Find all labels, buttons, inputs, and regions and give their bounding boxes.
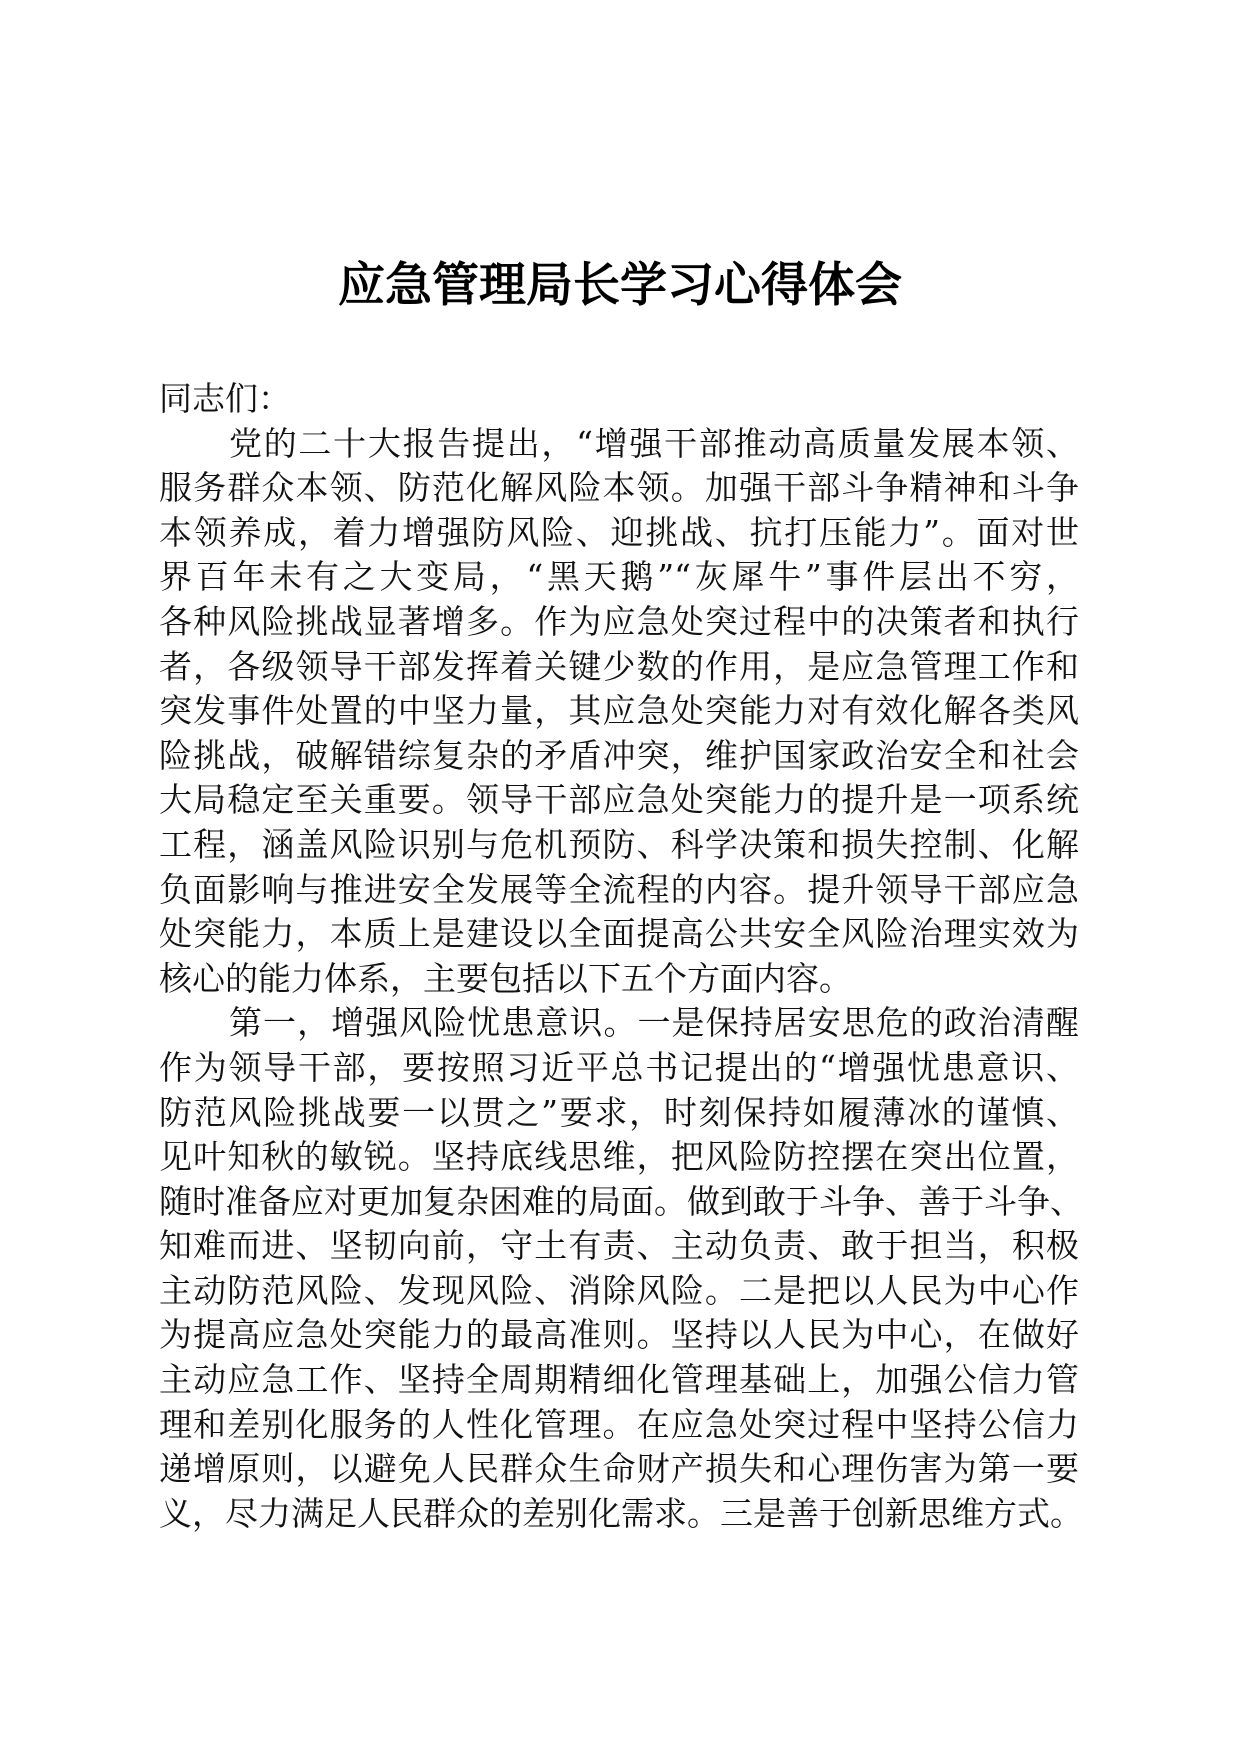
document-body <box>159 377 1083 1536</box>
paragraph-line: 者，各级领导干部发挥着关键少数的作用，是应急管理工作和 <box>159 646 1079 686</box>
paragraph-line: 各种风险挑战显著增多。作为应急处突过程中的决策者和执行 <box>159 601 1079 641</box>
paragraph-line: 随时准备应对更加复杂困难的局面。做到敢于斗争、善于斗争、 <box>159 1181 1083 1221</box>
document-title: 应急管理局长学习心得体会 <box>338 258 902 313</box>
paragraph-line: 党的二十大报告提出，“增强干部推动高质量发展本领、 <box>229 423 1079 463</box>
paragraph-line: 负面影响与推进安全发展等全流程的内容。提升领导干部应急 <box>159 869 1079 909</box>
paragraph-line: 大局稳定至关重要。领导干部应急处突能力的提升是一项系统 <box>159 780 1079 820</box>
paragraph-line: 见叶知秋的敏锐。坚持底线思维，把风险防控摆在突出位置， <box>159 1137 1079 1177</box>
paragraph-line: 知难而进、坚韧向前，守土有责、主动负责、敢于担当，积极 <box>159 1226 1079 1266</box>
paragraph-line: 义，尽力满足人民群众的差别化需求。三是善于创新思维方式。 <box>159 1493 1083 1533</box>
paragraph-line: 工程，涵盖风险识别与危机预防、科学决策和损失控制、化解 <box>159 824 1079 864</box>
paragraph-line: 界百年未有之大变局，“黑天鹅”“灰犀牛”事件层出不穷， <box>159 557 1079 597</box>
paragraph-line: 险挑战，破解错综复杂的矛盾冲突，维护国家政治安全和社会 <box>159 735 1079 775</box>
paragraph-line: 本领养成，着力增强防风险、迎挑战、抗打压能力”。面对世 <box>159 512 1079 552</box>
salutation: 同志们： <box>159 379 291 418</box>
paragraph-line: 主动应急工作、坚持全周期精细化管理基础上，加强公信力管 <box>159 1360 1079 1400</box>
paragraph-line: 理和差别化服务的人性化管理。在应急处突过程中坚持公信力 <box>159 1404 1079 1444</box>
paragraph-2 <box>159 1001 1083 1536</box>
paragraph-line: 主动防范风险、发现风险、消除风险。二是把以人民为中心作 <box>159 1270 1079 1310</box>
paragraph-line: 突发事件处置的中坚力量，其应急处突能力对有效化解各类风 <box>159 691 1079 731</box>
paragraph-line: 递增原则，以避免人民群众生命财产损失和心理伤害为第一要 <box>159 1449 1079 1489</box>
paragraph-line: 核心的能力体系，主要包括以下五个方面内容。 <box>159 958 852 998</box>
paragraph-line: 服务群众本领、防范化解风险本领。加强干部斗争精神和斗争 <box>159 468 1079 508</box>
paragraph-1 <box>159 422 1079 1002</box>
paragraph-line: 处突能力，本质上是建设以全面提高公共安全风险治理实效为 <box>159 914 1079 954</box>
paragraph-line: 作为领导干部，要按照习近平总书记提出的“增强忧患意识、 <box>159 1047 1079 1087</box>
paragraph-line: 第一，增强风险忧患意识。一是保持居安思危的政治清醒 <box>229 1003 1079 1043</box>
paragraph-line: 为提高应急处突能力的最高准则。坚持以人民为中心，在做好 <box>159 1315 1079 1355</box>
paragraph-line: 防范风险挑战要一以贯之”要求，时刻保持如履薄冰的谨慎、 <box>159 1092 1079 1132</box>
